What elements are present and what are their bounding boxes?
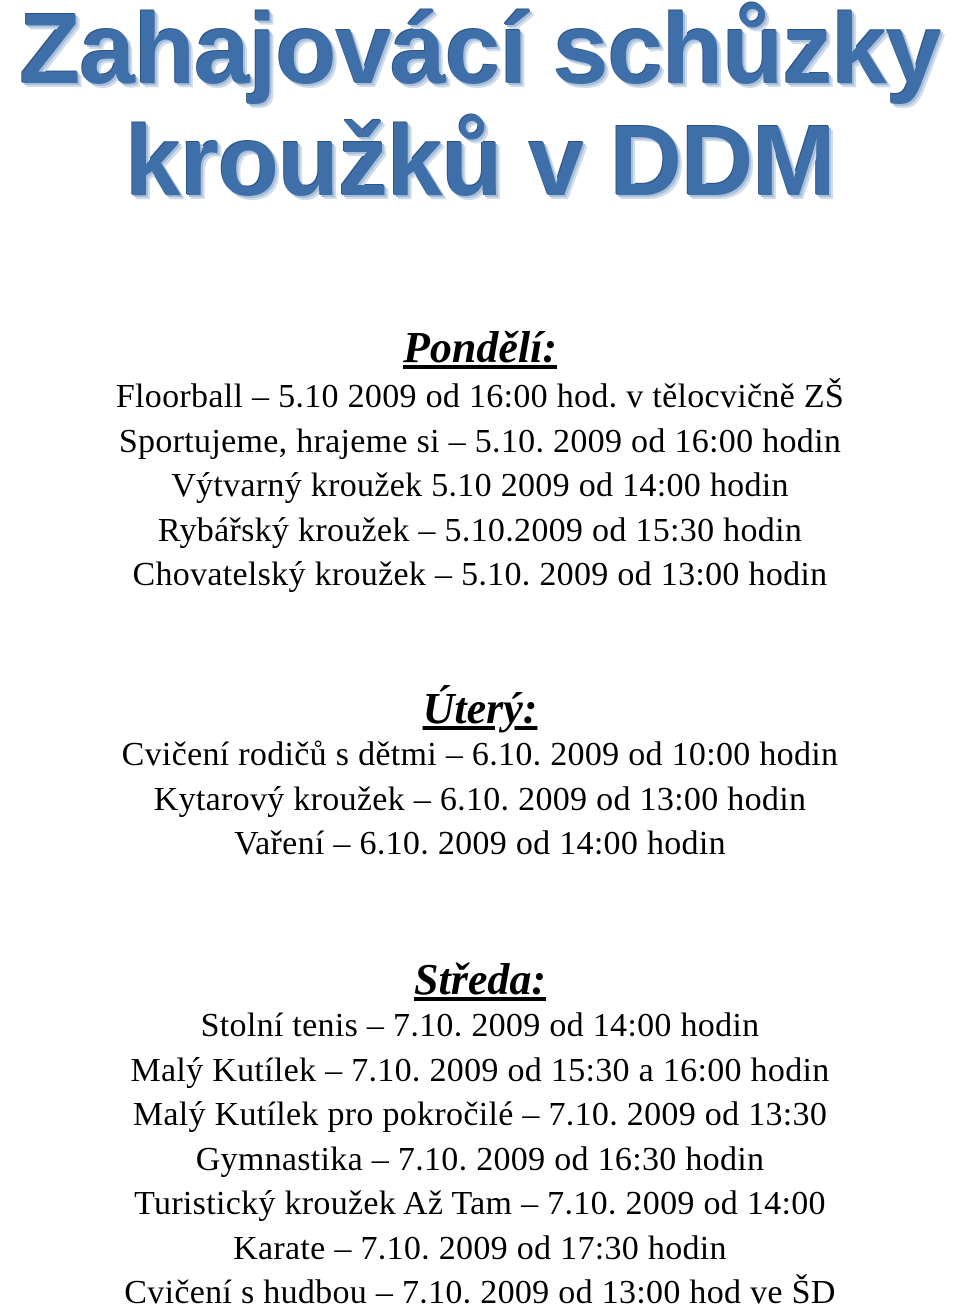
- schedule-entry: Cvičení s hudbou – 7.10. 2009 od 13:00 hod ve ŠD: [124, 1274, 836, 1311]
- schedule-entry: Stolní tenis – 7.10. 2009 od 14:00 hodin: [200, 1007, 760, 1044]
- schedule-entry: Turistický kroužek Až Tam – 7.10. 2009 od 14:00: [134, 1185, 826, 1222]
- schedule-entry: Chovatelský kroužek – 5.10. 2009 od 13:00 hodin: [132, 556, 828, 593]
- schedule-entry: Malý Kutílek pro pokročilé – 7.10. 2009 od 13:30: [132, 1096, 828, 1133]
- schedule-entry: Floorball – 5.10 2009 od 16:00 hod. v tělocvičně ZŠ: [115, 378, 845, 415]
- day-heading-wednesday: Středa:: [414, 955, 546, 1004]
- schedule-entry: Výtvarný kroužek 5.10 2009 od 14:00 hodin: [171, 467, 789, 504]
- day-heading-monday: Pondělí:: [403, 323, 557, 372]
- schedule-entry: Vaření – 6.10. 2009 od 14:00 hodin: [234, 825, 726, 862]
- schedule-entry: Sportujeme, hrajeme si – 5.10. 2009 od 16:00 hodin: [118, 422, 842, 460]
- title-line-2: kroužků v DDM: [125, 105, 835, 217]
- schedule-list-wednesday: [0, 1004, 960, 1316]
- title-line-1: Zahajovácí schůzky: [19, 0, 941, 105]
- schedule-list-monday: [0, 375, 960, 598]
- schedule-entry: Rybářský kroužek – 5.10.2009 od 15:30 hodin: [157, 511, 803, 549]
- schedule-entry: Karate – 7.10. 2009 od 17:30 hodin: [233, 1229, 727, 1267]
- day-heading-tuesday: Úterý:: [422, 684, 538, 733]
- schedule-entry: Kytarový kroužek – 6.10. 2009 od 13:00 hodin: [153, 780, 807, 818]
- schedule-list-tuesday: [0, 733, 960, 867]
- schedule-entry: Malý Kutílek – 7.10. 2009 od 15:30 a 16:00 hodin: [130, 1051, 830, 1089]
- schedule-entry: Gymnastika – 7.10. 2009 od 16:30 hodin: [195, 1140, 765, 1178]
- schedule-entry: Cvičení rodičů s dětmi – 6.10. 2009 od 10:00 hodin: [121, 736, 839, 773]
